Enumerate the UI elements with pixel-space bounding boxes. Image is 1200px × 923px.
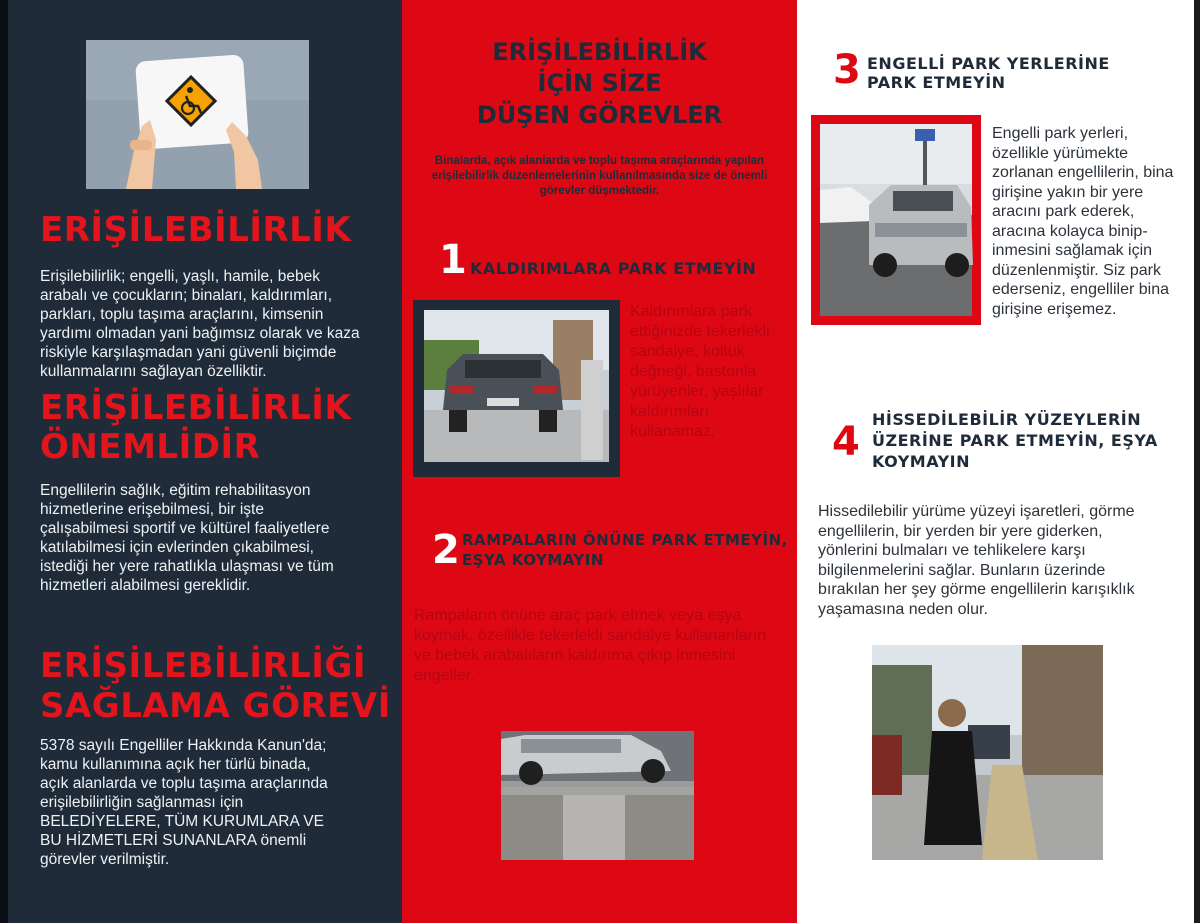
heading-erisilebilirlik: ERİŞİLEBİLİRLİK xyxy=(40,210,352,250)
item2-number: 2 xyxy=(432,527,460,573)
woman-on-tactile-paving-image xyxy=(872,645,1103,860)
parked-car-on-sidewalk-image xyxy=(413,300,620,477)
gorev-text: 5378 sayılı Engelliler Hakkında Kanun'da; kamu kullanımına açık her türlü binada, açık alanlarda ve toplu taşıma araçlarında erişilebilirliğin sağlanması için BELEDİYELERE, TÜM KURUMLARA VE BU HİZMETLERİ SUNANLARA önemli görevler verilmiştir. xyxy=(40,737,328,868)
heading-onemli-line2: ÖNEMLİDİR xyxy=(40,427,261,467)
page-edge xyxy=(0,0,8,923)
item4-text: Hissedilebilir yürüme yüzeyi işaretleri, görme engellilerin, bir yerden bir yere giderken, yönlerini bulmaları ve tehlikelere karşı bilgilenmelerini sağlar. Bunların üzerinde bırakılan her şey görme engellilerin karışıklık yaşamasına neden olur. xyxy=(818,503,1135,618)
item4-title-line2: ÜZERİNE PARK ETMEYİN, EŞYA xyxy=(872,431,1158,450)
heading-gorev-line2: SAĞLAMA GÖREVİ xyxy=(40,686,391,726)
onemli-text: Engellilerin sağlık, eğitim rehabilitasyon hizmetlerine erişebilmesi, bir işte çalışabilmesi sportif ve kültürel faaliyetlere katılabilmesi için evlerinden çıkabilmesi, istediği her yere rahatlıkla ulaşması ve tüm hizmetleri alabilmesi gereklidir. xyxy=(40,482,334,594)
intro-text: Binalarda, açık alanlarda ve toplu taşıma araçlarında yapılan erişilebilirlik düzenlemelerinin kullanılmasında size de önemli görevler düşmektedir. xyxy=(431,155,768,197)
item4-title-line3: KOYMAYIN xyxy=(872,452,970,471)
item1-title: KALDIRIMLARA PARK ETMEYİN xyxy=(470,259,757,278)
item3-title-line2: PARK ETMEYİN xyxy=(867,73,1006,92)
suv-in-disabled-parking-image xyxy=(811,115,981,325)
item4-title-line1: HİSSEDİLEBİLİR YÜZEYLERİN xyxy=(872,410,1142,429)
heading-onemli-line1: ERİŞİLEBİLİRLİK xyxy=(40,388,352,428)
hands-holding-sign-image xyxy=(86,40,309,189)
item2-text: Rampaların önüne araç park etmek veya eşya koymak, özellikle tekerlekli sandalye kullananların ve bebek arabalıların kaldırıma çıkıp inmesini engeller. xyxy=(414,607,767,684)
heading-gorev-line1: ERİŞİLEBİLİRLİĞİ xyxy=(40,646,367,686)
left-panel xyxy=(0,0,402,923)
title-line3: DÜŞEN GÖREVLER xyxy=(476,101,723,129)
item4-number: 4 xyxy=(832,419,860,465)
item1-number: 1 xyxy=(439,237,467,283)
item2-title-line1: RAMPALARIN ÖNÜNE PARK ETMEYİN, xyxy=(462,531,788,549)
car-blocking-ramp-image xyxy=(501,731,694,860)
item2-title-line2: EŞYA KOYMAYIN xyxy=(462,551,604,569)
item3-text: Engelli park yerleri, özellikle yürümekte zorlanan engellilerin, bina girişine yakın bir yere aracını park ederek, aracına kolayca binip-inmesini sağlamak için düzenlenmiştir. Siz park ederseniz, engelliler bina girişine erişemez. xyxy=(992,125,1174,318)
item1-text: Kaldırımlara park ettiğinizde tekerlekli sandalye, koltuk değneği, bastonla yürüyenler, yaşlılar kaldırımları kullanamaz. xyxy=(630,303,770,440)
item3-number: 3 xyxy=(833,47,861,93)
title-line1: ERİŞİLEBİLİRLİK xyxy=(492,38,707,66)
right-panel xyxy=(797,0,1200,923)
page-edge-right xyxy=(1194,0,1200,923)
middle-panel xyxy=(402,0,797,923)
title-line2: İÇİN SİZE xyxy=(537,69,662,97)
item3-title-line1: ENGELLİ PARK YERLERİNE xyxy=(867,54,1110,73)
erisilebilirlik-text: Erişilebilirlik; engelli, yaşlı, hamile, bebek arabalı ve çocukların; binaları, kaldırımları, parkları, toplu taşıma araçlarını, kimsenin yardımı olmadan yani bağımsız olarak ve kaza riskiyle karşılaşmadan yani güvenli biçimde kullanmalarını sağlayan özelliktir. xyxy=(40,268,360,380)
